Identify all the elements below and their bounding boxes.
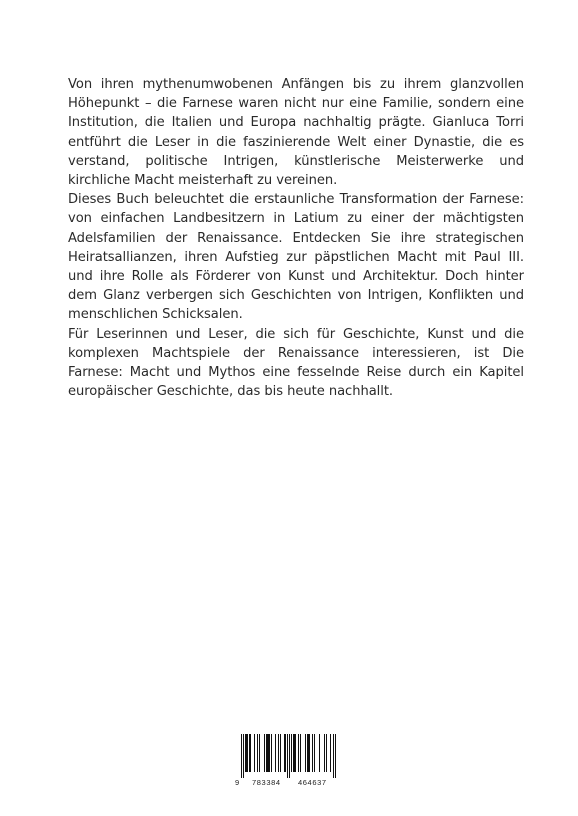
barcode-bar [308, 734, 309, 772]
barcode-bar [333, 734, 334, 778]
barcode-bar [243, 734, 244, 778]
barcode-bar [307, 734, 308, 772]
barcode-bar [249, 734, 250, 772]
barcode-bar [289, 734, 290, 778]
blurb-paragraph-2: Dieses Buch beleuchtet die erstaunliche Transformation der Farnese: von einfachen Landbesitzern in Latium zu einer der mächtigsten Adelsfamilien der Renaissance. Entdecken Sie ihre strategischen Heiratsallianzen, ihren Aufstieg zur päpstlichen Macht mit Paul III. und ihre Rolle als Förderer von Kunst und Architektur. Doch hinter dem Glanz verbergen sich Geschichten von Intrigen, Konflikten und menschlichen Schicksalen. [68, 192, 524, 323]
barcode-bar [314, 734, 315, 772]
barcode-bar [309, 734, 310, 772]
barcode-bar [264, 734, 265, 772]
barcode-bar [257, 734, 258, 772]
barcode-bar [335, 734, 336, 778]
barcode-bar [269, 734, 270, 772]
blurb-paragraph-1: Von ihren mythenumwobenen Anfängen bis zu ihrem glanzvollen Höhepunkt – die Farnese waren nicht nur eine Familie, sondern eine Institution, die Italien und Europa nachhaltig prägte. Gianluca Torri entführt die Leser in die faszinierende Welt einer Dynastie, die es verstand, politische Intrigen, künstlerische Meisterwerke und kirchliche Macht meisterhaft zu vereinen. [68, 77, 524, 189]
barcode-bars [234, 734, 339, 778]
barcode-bar [293, 734, 294, 772]
barcode-left-digits: 783384 [252, 778, 281, 787]
barcode-bar [295, 734, 296, 772]
barcode-bar [287, 734, 288, 778]
barcode-bar [254, 734, 255, 772]
barcode-bar [312, 734, 313, 772]
barcode-first-digit: 9 [235, 778, 240, 787]
barcode-bar [259, 734, 260, 772]
barcode-bar [298, 734, 299, 772]
barcode-bar [278, 734, 279, 772]
barcode-bar [280, 734, 281, 772]
barcode-bar [268, 734, 269, 772]
barcode-bar [266, 734, 267, 772]
barcode-bar [271, 734, 272, 772]
barcode-bar [241, 734, 242, 778]
barcode-bar [294, 734, 295, 772]
barcode-bar [330, 734, 331, 772]
barcode-bar [267, 734, 268, 772]
isbn-barcode [234, 734, 339, 789]
barcode-bar [324, 734, 325, 772]
barcode-bar [247, 734, 248, 772]
barcode-bar [275, 734, 276, 772]
blurb-paragraph-3: Für Leserinnen und Leser, die sich für Geschichte, Kunst und die komplexen Machtspiele der Renaissance interessieren, ist Die Farnese: Macht und Mythos eine fesselnde Reise durch ein Kapitel europäischer Geschichte, das bis heute nachhallt. [68, 326, 524, 400]
barcode-bar [319, 734, 320, 772]
barcode-bar [305, 734, 306, 772]
barcode-bar [246, 734, 247, 772]
barcode-bar [284, 734, 285, 772]
barcode-bar [250, 734, 251, 772]
barcode-bar [245, 734, 246, 772]
barcode-bar [285, 734, 286, 772]
barcode-bar [291, 734, 292, 772]
barcode-bar [300, 734, 301, 772]
blurb-text [68, 75, 524, 401]
barcode-bar [326, 734, 327, 772]
barcode-right-digits: 464637 [298, 778, 327, 787]
